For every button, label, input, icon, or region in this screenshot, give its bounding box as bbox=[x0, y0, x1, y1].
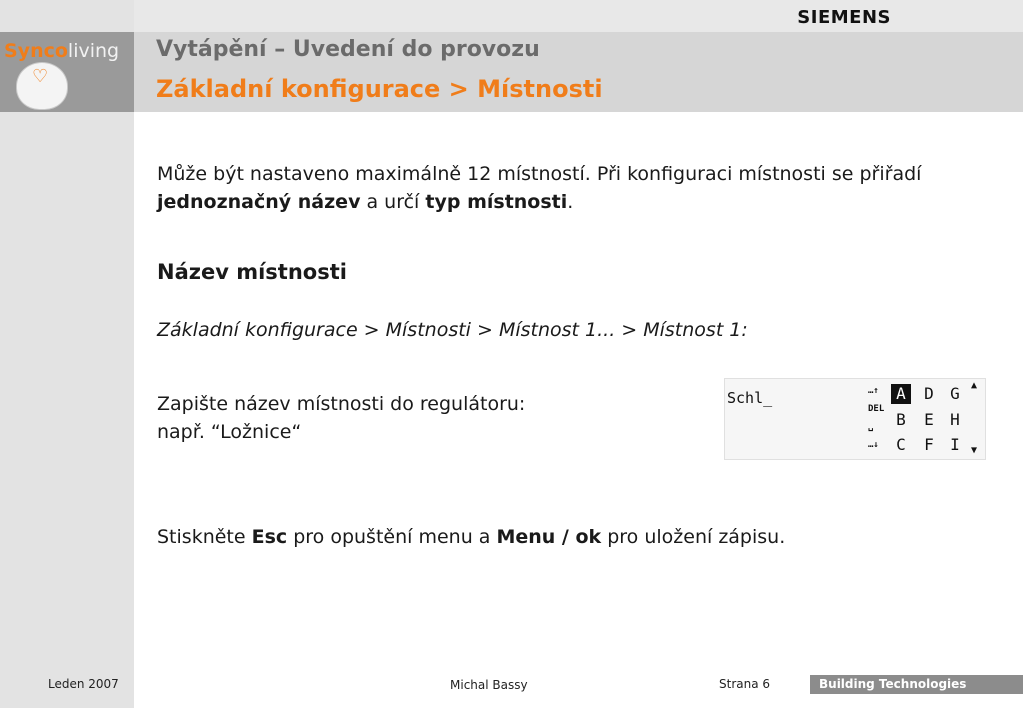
page-subtitle: Základní konfigurace > Místnosti bbox=[156, 75, 603, 103]
instruction-line-1: Zapište název místnosti do regulátoru: bbox=[157, 393, 526, 415]
scroll-up-icon: ▲ bbox=[971, 380, 978, 391]
menu-ok-key-label: Menu / ok bbox=[496, 526, 602, 548]
intro-paragraph bbox=[157, 160, 997, 216]
siemens-logo: SIEMENS bbox=[797, 7, 891, 28]
esc-key-label: Esc bbox=[251, 526, 288, 548]
esc-instruction bbox=[157, 523, 997, 551]
lcd-letter: C bbox=[896, 435, 906, 454]
intro-text-2: a určí bbox=[360, 191, 426, 213]
lcd-delete-label: DEL bbox=[868, 404, 885, 414]
intro-text-1: Může být nastaveno maximálně 12 místností. Při konfiguraci místnosti se přiřadí bbox=[157, 163, 922, 185]
lcd-letter: D bbox=[924, 384, 934, 403]
lcd-scroll-up-label: …↑ bbox=[868, 386, 879, 396]
footer-date: Leden 2007 bbox=[48, 677, 119, 691]
esc-text-3: pro uložení zápisu. bbox=[601, 526, 786, 548]
lcd-letter-selected: A bbox=[891, 384, 911, 404]
logo-living: living bbox=[67, 40, 120, 62]
footer-author: Michal Bassy bbox=[450, 678, 528, 692]
intro-bold-1: jednoznačný název bbox=[157, 191, 361, 213]
section-heading: Název místnosti bbox=[157, 260, 347, 284]
lcd-letter: G bbox=[950, 384, 960, 403]
scroll-down-icon: ▼ bbox=[971, 445, 978, 456]
page-title: Vytápění – Uvedení do provozu bbox=[156, 37, 540, 62]
lcd-letter: E bbox=[924, 410, 934, 429]
lcd-letter: F bbox=[924, 435, 934, 454]
lcd-letter: B bbox=[896, 410, 906, 429]
esc-text-1: Stiskněte bbox=[157, 526, 252, 548]
lcd-space-label: ␣ bbox=[868, 422, 874, 432]
intro-bold-2: typ místnosti bbox=[425, 191, 568, 213]
esc-text-2: pro opuštění menu a bbox=[287, 526, 497, 548]
heart-icon: ♡ bbox=[32, 66, 49, 87]
instruction-line-2: např. “Ložnice“ bbox=[157, 421, 302, 443]
lcd-scroll-down-label: …↓ bbox=[868, 440, 879, 450]
intro-text-3: . bbox=[567, 191, 574, 213]
lcd-letter: H bbox=[950, 410, 960, 429]
footer-division: Building Technologies bbox=[810, 675, 1023, 694]
logo-synco: Synco bbox=[4, 40, 68, 62]
lcd-input-text: Schl_ bbox=[727, 389, 773, 407]
instruction bbox=[157, 390, 607, 446]
synco-living-logo bbox=[0, 32, 134, 112]
footer-page-number: Strana 6 bbox=[719, 677, 771, 691]
lcd-display bbox=[724, 378, 986, 460]
top-strip bbox=[134, 0, 1023, 32]
lcd-letter: I bbox=[950, 435, 960, 454]
menu-path: Základní konfigurace > Místnosti > Místnost 1... > Místnost 1: bbox=[157, 319, 748, 341]
logo-oval bbox=[16, 62, 68, 110]
